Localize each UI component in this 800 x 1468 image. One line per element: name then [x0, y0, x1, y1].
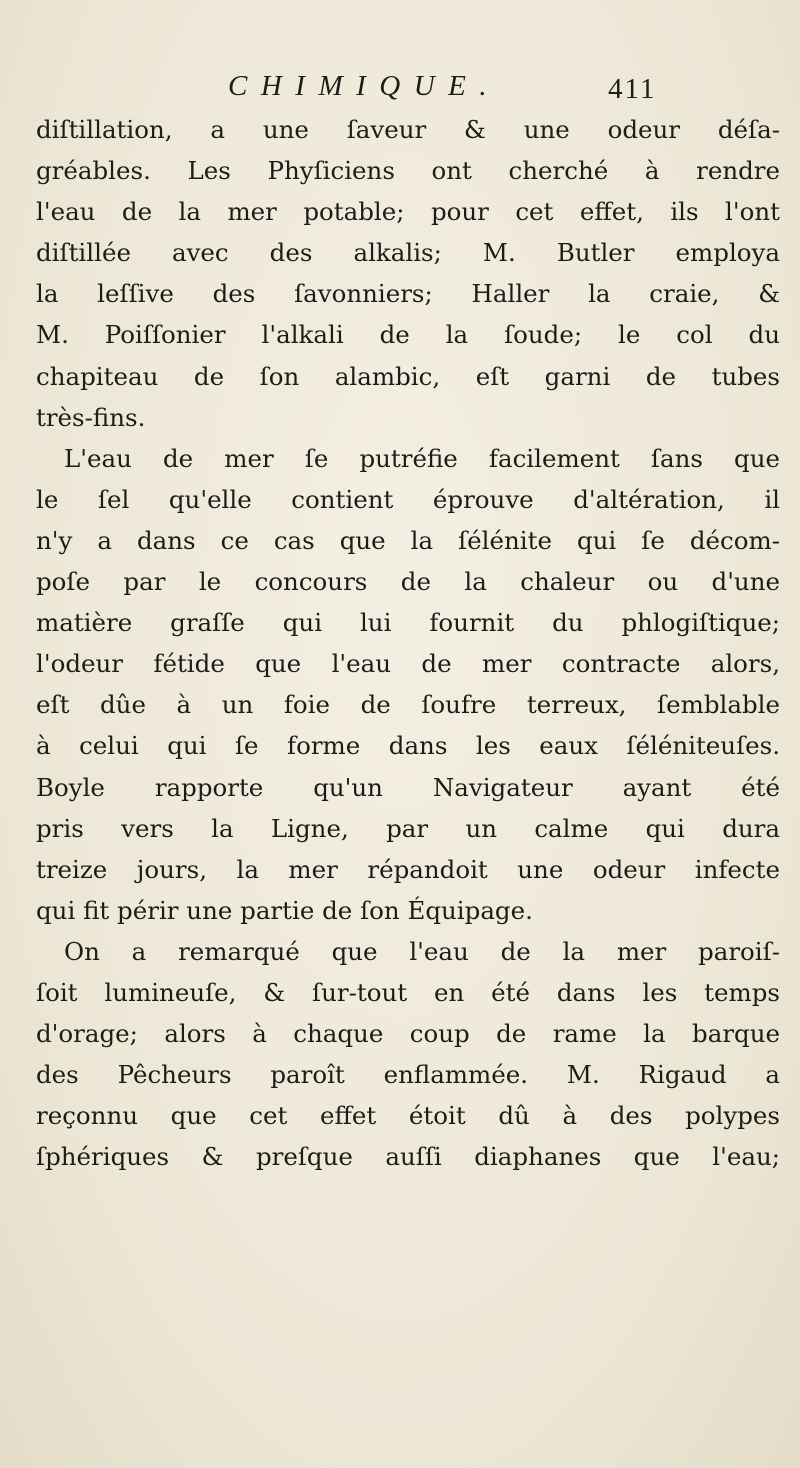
- paragraph-start-line: On a remarqué que l'eau de la mer paroiſ-: [64, 936, 780, 966]
- text-line: pris vers la Ligne, par un calme qui dura: [36, 813, 780, 843]
- text-line: treize jours, la mer répandoit une odeur infecte: [36, 854, 780, 884]
- text-line: poſe par le concours de la chaleur ou d'une: [36, 567, 780, 597]
- text-line: n'y a dans ce cas que la ſélénite qui ſe décom-: [36, 525, 780, 555]
- text-line: d'orage; alors à chaque coup de rame la barque: [36, 1019, 780, 1049]
- text-line: reçonnu que cet effet étoit dû à des polypes: [36, 1101, 780, 1131]
- text-line: Boyle rapporte qu'un Navigateur ayant été: [36, 772, 780, 802]
- text-line: l'odeur fétide que l'eau de mer contracte alors,: [36, 649, 780, 679]
- text-line: eſt dûe à un foie de ſoufre terreux, ſemblable: [36, 690, 780, 720]
- body-text: [36, 109, 780, 1177]
- text-line: l'eau de la mer potable; pour cet effet, ils l'ont: [36, 197, 780, 227]
- text-line: gréables. Les Phyſiciens ont cherché à rendre: [36, 156, 780, 186]
- running-head: [228, 70, 668, 104]
- text-line: matière graſſe qui lui fournit du phlogiſtique;: [36, 608, 780, 638]
- text-line: ſphériques & preſque auſſi diaphanes que l'eau;: [36, 1142, 780, 1172]
- text-line: des Pêcheurs paroît enflammée. M. Rigaud a: [36, 1060, 780, 1090]
- text-line: très-fins.: [36, 402, 146, 432]
- text-line: le ſel qu'elle contient éprouve d'altération, il: [36, 484, 780, 514]
- paragraph-start-line: L'eau de mer ſe putréfie facilement ſans que: [64, 443, 780, 473]
- text-line: qui fit périr une partie de ſon Équipage.: [36, 895, 533, 925]
- text-line: chapiteau de ſon alambic, eſt garni de tubes: [36, 361, 780, 391]
- text-line: ſoit lumineuſe, & ſur-tout en été dans les temps: [36, 977, 780, 1007]
- text-line: diſtillée avec des alkalis; M. Butler employa: [36, 238, 780, 268]
- page-number: 411: [608, 73, 657, 105]
- text-line: à celui qui ſe forme dans les eaux ſéléniteuſes.: [36, 731, 780, 761]
- text-line: diſtillation, a une ſaveur & une odeur déſa-: [36, 115, 780, 144]
- text-line: M. Poiſſonier l'alkali de la ſoude; le col du: [36, 320, 780, 350]
- text-line: la leſſive des ſavonniers; Haller la craie, &: [36, 279, 780, 309]
- running-title: CHIMIQUE.: [228, 70, 501, 102]
